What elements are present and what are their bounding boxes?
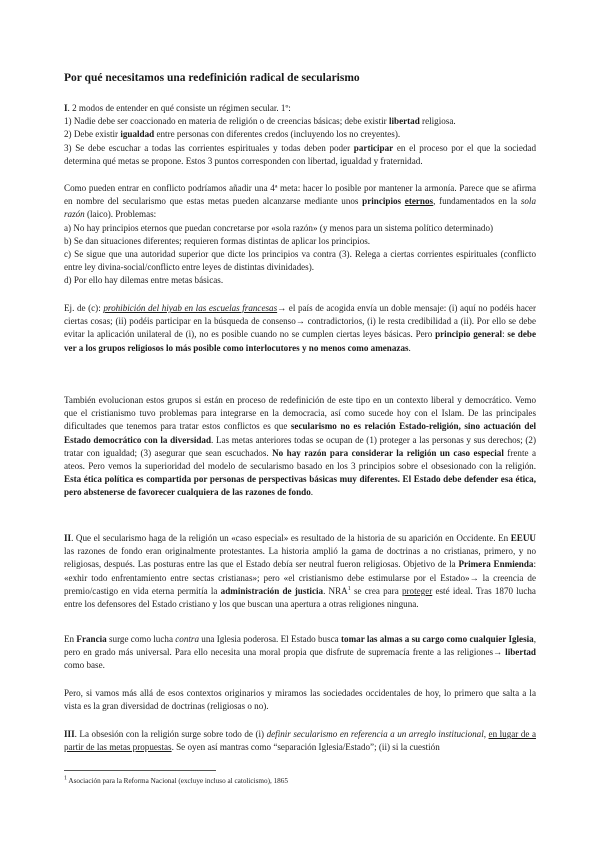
list-item: a) No hay principios eternos que puedan concretarse por «sola razón» (y menos para un sistema político determinado) — [64, 222, 494, 233]
paragraph-text: En Francia surge como lucha contra una Iglesia poderosa. El Estado busca tomar las almas a su cargo como cualquier Iglesia, pero en grado más universal. Para ello necesita una moral propia que disfrute de supremacía frente a las religiones→ libertad como base. — [64, 634, 536, 671]
paragraph-text: También evolucionan estos grupos si están en proceso de redefinición de este tipo en un contexto liberal y democrático. Vemo que el cristianismo tuvo problemas para integrarse en la democracia, así como sucede hoy con el Islam. De las principales dificultades que tenemos para tratar estos conflictos es que secularismo no es relación Estado-religión, sino actuación del Estado democrático con la diversidad. Las metas anteriores todas se ocupan de (1) proteger a las personas y sus derechos; (2) tratar con igualdad; (3) asegurar que sean escuchados. No hay razón para considerar la religión un caso especial frente a ateos. Pero vemos la superioridad del modelo de secularismo basado en los 3 principios sobre el obsesionado con la religión. Esta ética política es compartida por personas de perspectivas básicas muy diferentes. El Estado debe defender esa ética, pero abstenerse de favorecer cualquiera de las razones de fondo. — [64, 395, 537, 498]
footnote-divider — [64, 770, 216, 771]
list-item: 1) Nadie debe ser coaccionado en materia de religión o de creencias básicas; debe existir libertad religiosa. — [64, 116, 456, 127]
paragraph-hiyab — [64, 302, 536, 355]
paragraph-text: Como pueden entrar en conflicto podríamos añadir una 4ª meta: hacer lo posible por mantener la armonía. Parece que se afirma en nombre del secularismo que estas metas pueden alcanzarse mediante unos principios eternos, fundamentados en la sola razón (laico). Problemas: — [64, 183, 536, 220]
paragraph-text: II. Que el secularismo haga de la religión un «caso especial» es resultado de la historia de su aparición en Occidente. En EEUU las razones de fondo eran originalmente protestantes. La historia amplió la gama de doctrinas a no cristianas, primero, y no religiosas, después. Las posturas entre las que el Estado debía ser neutral fueron religiosas. Objetivo de la Primera Enmienda: «exhir todo enfrentamiento entre sectas cristianas»; pero «el cristianismo debe estimularse por el Estado»→ la creencia de premio/castigo en vida eterna permitía la administración de justicia. NRA$^1$ se crea para proteger esté ideal. Tras 1870 lucha entre los defensores del Estado cristiano y los que buscan una apertura a otras religiones ninguna. — [64, 533, 537, 610]
paragraph-text: Pero, si vamos más allá de esos contextos originarios y miramos las sociedades occidentales de hoy, lo primero que salta a la vista es la gran diversidad de doctrinas (religiosas o no). — [64, 688, 536, 712]
paragraph-text: Ej. de (c): prohibición del hiyab en las escuelas francesas→ el país de acogida envía un doble mensaje: (i) aquí no podéis hacer ciertas cosas; (ii) podéis participar en la búsqueda de consenso→ contradictorios, (i) le resta credibilidad a (ii). Por ello se debe evitar la aplicación unilateral de (i), no es posible cuando no se cumplen ciertas leyes básicas. Pero principio general: se debe ver a los grupos religiosos lo más posible como interlocutores y no menos como amenazas. — [64, 303, 536, 353]
paragraph-diversity — [64, 687, 536, 713]
page-title: Por qué necesitamos una redefinición radical de secularismo — [64, 72, 360, 84]
footnote-number: 1 — [64, 775, 67, 782]
list-item: b) Se dan situaciones diferentes; requieren formas distintas de aplicar los principios. — [64, 235, 371, 246]
section-iii — [64, 728, 536, 754]
paragraph-francia — [64, 633, 536, 673]
section-i-intro: I. 2 modos de entender en qué consiste un régimen secular. 1º: — [64, 103, 291, 113]
section-i-label: I — [64, 103, 68, 113]
list-item: d) Por ello hay dilemas entre metas básicas. — [64, 275, 224, 286]
list-item: 3) Se debe escuchar a todas las corrientes espirituales y todas deben poder participar en el proceso por el que la sociedad determina qué metas se propone. Estos 3 puntos corresponden con libertad, igualdad y fraternidad. — [64, 142, 536, 166]
list-item: c) Se sigue que una autoridad superior que dicte los principios va contra (3). Relega a ciertas corrientes espirituales (conflicto entre ley divina-social/conflicto entre leyes de distintas divinidades). — [64, 249, 536, 273]
footnote — [64, 776, 288, 786]
section-ii — [64, 532, 536, 611]
section-i — [64, 102, 536, 168]
paragraph-evolution — [64, 394, 536, 500]
footnote-ref[interactable]: 1 — [347, 585, 351, 592]
paragraph-text: III. La obsesión con la religión surge sobre todo de (i) definir secularismo en referencia a un arreglo institucional, en lugar de a partir de las metas propuestas. Se oyen así mantras como “separación Iglesia/Estado”; (ii) si la cuestión — [64, 729, 536, 753]
list-item: 2) Debe existir igualdad entre personas con diferentes credos (incluyendo los no creyentes). — [64, 129, 401, 140]
section-ii-label: II — [64, 533, 72, 543]
section-iii-label: III — [64, 729, 75, 739]
footnote-text: Asociación para la Reforma Nacional (excluye incluso al catolicismo), 1865 — [67, 777, 288, 785]
paragraph-conflict — [64, 182, 536, 288]
